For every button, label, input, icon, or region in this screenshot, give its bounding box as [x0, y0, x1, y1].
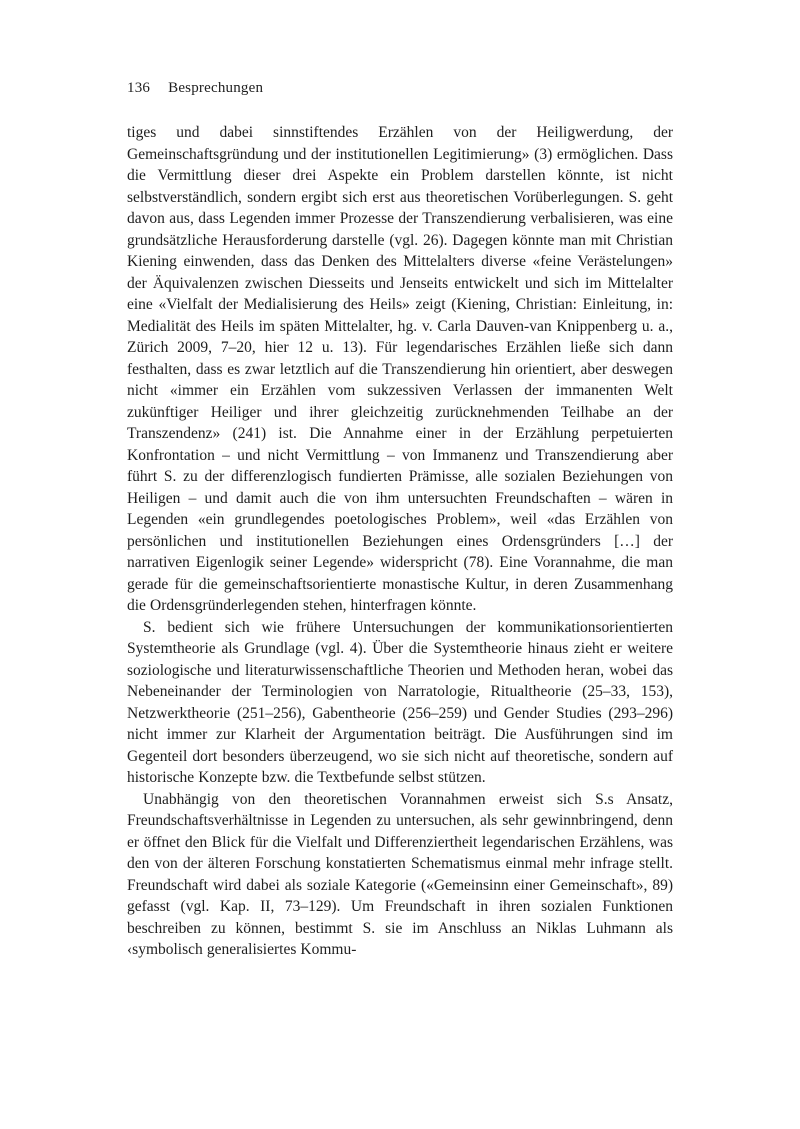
- paragraph-2: S. bedient sich wie frühere Untersuchungen der kommunikationsorientierten Systemtheorie als Grundlage (vgl. 4). Über die Systemtheorie hinaus zieht er weitere soziologische und literaturwissenschaftliche Theorien und Methoden heran, wobei das Nebeneinander der Terminologien von Narratologie, Ritualtheorie (25–33, 153), Netzwerktheorie (251–256), Gabentheorie (256–259) und Gender Studies (293–296) nicht immer zur Klarheit der Argumentation beiträgt. Die Ausführungen sind im Gegenteil dort besonders überzeugend, wo sie sich nicht auf theoretische, sondern auf historische Konzepte bzw. die Textbefunde selbst stützen.: [127, 618, 673, 786]
- paragraph-1: tiges und dabei sinnstiftendes Erzählen von der Heiligwerdung, der Gemeinschaftsgründung und der institutionellen Legitimierung» (3) ermöglichen. Dass die Vermittlung dieser drei Aspekte ein Problem darstellen könnte, ist nicht selbstverständlich, sondern ergibt sich erst aus theoretischen Vorüberlegungen. S. geht davon aus, dass Legenden immer Prozesse der Transzendierung verbalisieren, was eine grundsätzliche Herausforderung darstelle (vgl. 26). Dagegen könnte man mit Christian Kiening einwenden, dass das Denken des Mittelalters diverse «feine Verästelungen» der Äquivalenzen zwischen Diesseits und Jenseits entwickelt und sich im Mittelalter eine «Vielfalt der Medialisierung des Heils» zeigt (Kiening, Christian: Einleitung, in: Medialität des Heils im späten Mittelalter, hg. v. Carla Dauven-van Knippenberg u. a., Zürich 2009, 7–20, hier 12 u. 13). Für legendarisches Erzählen ließe sich dann festhalten, dass es zwar letztlich auf die Transzendierung hin orientiert, aber deswegen nicht «immer ein Erzählen vom sukzessiven Verlassen der immanenten Welt zukünftiger Heiliger und ihrer gleichzeitig zurücknehmenden Teilhabe an der Transzendenz» (241) ist. Die Annahme einer in der Erzählung perpetuierten Konfrontation – und nicht Vermittlung – von Immanenz und Transzendierung aber führt S. zu der differenzlogisch fundierten Prämisse, alle sozialen Beziehungen von Heiligen – und damit auch die von ihm untersuchten Freundschaften – wären in Legenden «ein grundlegendes poetologisches Problem», weil «das Erzählen von persönlichen und institutionellen Beziehungen eines Ordensgründers […] der narrativen Eigenlogik seiner Legende» widerspricht (78). Eine Vorannahme, die man gerade für die gemeinschaftsorientierte monastische Kultur, in deren Zusammenhang die Ordensgründerlegenden stehen, hinterfragen könnte.: [127, 124, 673, 614]
- section-title: Besprechungen: [168, 80, 264, 96]
- review-body-text: [127, 122, 673, 961]
- running-header: [127, 80, 673, 97]
- paragraph-3: Unabhängig von den theoretischen Vorannahmen erweist sich S.s Ansatz, Freundschaftsverhältnisse in Legenden zu untersuchen, als sehr gewinnbringend, denn er öffnet den Blick für die Vielfalt und Differenziertheit legendarischen Erzählens, was den von der älteren Forschung konstatierten Schematismus einmal mehr infrage stellt. Freundschaft wird dabei als soziale Kategorie («Gemeinsinn einer Gemeinschaft», 89) gefasst (vgl. Kap. II, 73–129). Um Freundschaft in ihren sozialen Funktionen beschreiben zu können, bestimmt S. sie im Anschluss an Niklas Luhmann als ‹symbolisch generalisiertes Kommu-: [127, 790, 673, 958]
- page-number: 136: [127, 80, 151, 96]
